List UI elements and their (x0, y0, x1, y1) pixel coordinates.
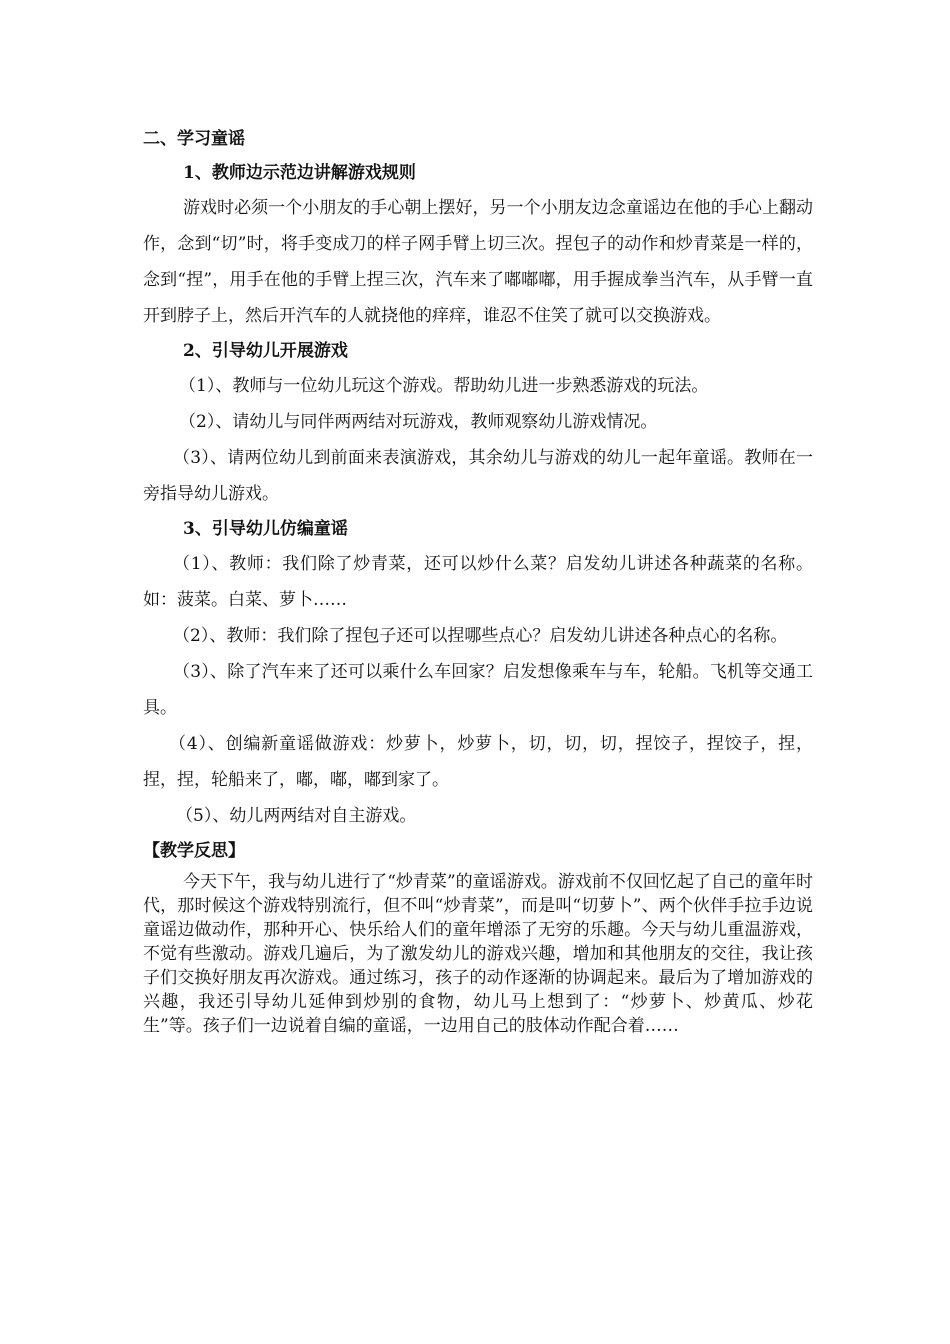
step2-item-1: （1）、教师与一位幼儿玩这个游戏。帮助幼儿进一步熟悉游戏的玩法。 (179, 376, 709, 396)
document-page (143, 122, 813, 1038)
step1-body: 游戏时必须一个小朋友的手心朝上摆好，另一个小朋友边念童谣边在他的手心上翻动作，念到“切”时，将手变成刀的样子网手臂上切三次。捏包子的动作和炒青菜是一样的，念到“捏”，用手在他的手臂上捏三次，汽车来了嘟嘟嘟，用手握成拳当汽车，从手臂一直开到脖子上，然后开汽车的人就挠他的痒痒，谁忍不住笑了就可以交换游戏。 (143, 198, 813, 326)
step2-item-2: （2）、请幼儿与同伴两两结对玩游戏，教师观察幼儿游戏情况。 (179, 412, 658, 432)
step3-item-1: （1）、教师：我们除了炒青菜，还可以炒什么菜？启发幼儿讲述各种蔬菜的名称。如：菠菜。白菜、萝卜…… (143, 554, 813, 610)
reflection-heading: 【教学反思】 (143, 841, 245, 861)
section-title: 二、学习童谣 (143, 129, 245, 149)
step3-heading: 3、引导幼儿仿编童谣 (183, 519, 348, 539)
step3-item-5: （5）、幼儿两两结对自主游戏。 (176, 806, 417, 826)
step2-item-3: （3）、请两位幼儿到前面来表演游戏，其余幼儿与游戏的幼儿一起年童谣。教师在一旁指导幼儿游戏。 (143, 448, 813, 504)
step3-item-3: （3）、除了汽车来了还可以乘什么车回家？启发想像乘车与车，轮船。飞机等交通工具。 (143, 662, 813, 718)
step2-heading: 2、引导幼儿开展游戏 (183, 341, 348, 361)
reflection-body: 今天下午，我与幼儿进行了“炒青菜”的童谣游戏。游戏前不仅回忆起了自己的童年时代，那时候这个游戏特别流行，但不叫“炒青菜”，而是叫“切萝卜”、两个伙伴手拉手边说童谣边做动作，那种开心、快乐给人们的童年增添了无穷的乐趣。今天与幼儿重温游戏，不觉有些激动。游戏几遍后，为了激发幼儿的游戏兴趣，增加和其他朋友的交往，我让孩子们交换好朋友再次游戏。通过练习，孩子的动作逐渐的协调起来。最后为了增加游戏的兴趣，我还引导幼儿延伸到炒别的食物，幼儿马上想到了：“炒萝卜、炒黄瓜、炒花生”等。孩子们一边说着自编的童谣，一边用自己的肢体动作配合着…… (143, 872, 813, 1036)
step3-item-2: （2）、教师：我们除了捏包子还可以捏哪些点心？启发幼儿讲述各种点心的名称。 (173, 626, 788, 646)
step1-heading: 1、教师边示范边讲解游戏规则 (183, 163, 416, 183)
step3-item-4: （4）、创编新童谣做游戏：炒萝卜，炒萝卜，切，切，切，捏饺子，捏饺子，捏，捏，捏，轮船来了，嘟，嘟，嘟到家了。 (143, 734, 813, 790)
